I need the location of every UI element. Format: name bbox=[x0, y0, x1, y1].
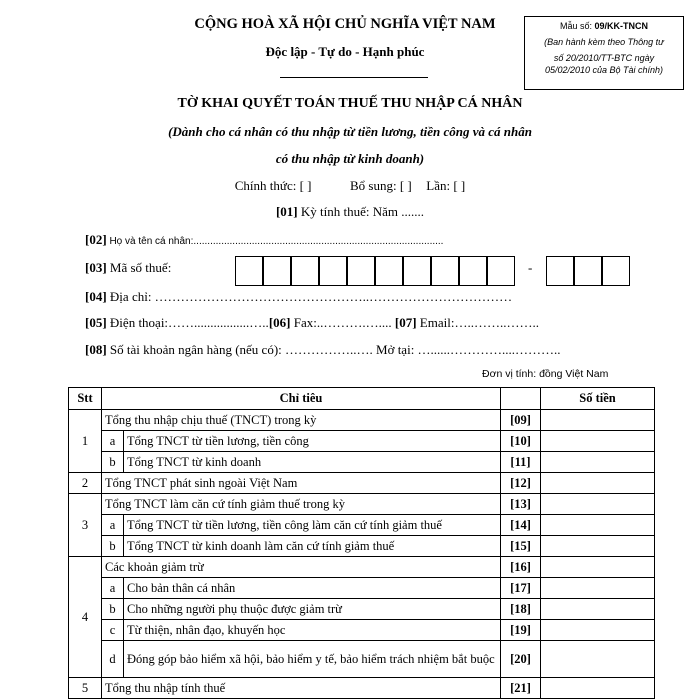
row-sub: b bbox=[102, 452, 124, 473]
row-code: [19] bbox=[501, 620, 541, 641]
row-text: Tổng TNCT từ tiền lương, tiền công bbox=[124, 431, 501, 452]
field-address[interactable] bbox=[85, 289, 512, 305]
tax-code-box[interactable] bbox=[347, 256, 375, 286]
table-row bbox=[69, 641, 655, 678]
table-row bbox=[69, 515, 655, 536]
amount-cell[interactable] bbox=[541, 578, 655, 599]
tax-period bbox=[0, 204, 700, 220]
row-text: Tổng thu nhập chịu thuế (TNCT) trong kỳ bbox=[102, 410, 501, 431]
tax-code-box[interactable] bbox=[403, 256, 431, 286]
tax-code-box[interactable] bbox=[459, 256, 487, 286]
field-full-name[interactable] bbox=[85, 232, 443, 248]
f05-code: [05] bbox=[85, 315, 107, 330]
row-code: [15] bbox=[501, 536, 541, 557]
period-code: [01] bbox=[275, 204, 298, 219]
form-number-box bbox=[524, 16, 684, 90]
amount-cell[interactable] bbox=[541, 599, 655, 620]
row-sub: a bbox=[102, 431, 124, 452]
row-sub: b bbox=[102, 599, 124, 620]
table-row bbox=[69, 473, 655, 494]
row-sub: b bbox=[102, 536, 124, 557]
table-row bbox=[69, 678, 655, 699]
table-row bbox=[69, 494, 655, 515]
f08-label: Số tài khoản ngân hàng (nếu có): ……………..…. Mở tại: …......…………....……….. bbox=[106, 342, 561, 357]
national-title: CỘNG HOÀ XÃ HỘI CHỦ NGHĨA VIỆT NAM bbox=[194, 16, 496, 32]
row-text: Tổng TNCT từ tiền lương, tiền công làm căn cứ tính giảm thuế bbox=[124, 515, 501, 536]
document-title: TỜ KHAI QUYẾT TOÁN THUẾ THU NHẬP CÁ NHÂN bbox=[177, 96, 523, 111]
row-text: Cho bản thân cá nhân bbox=[124, 578, 501, 599]
times-field[interactable]: Lần: [ ] bbox=[426, 178, 466, 193]
motto-underline bbox=[280, 77, 428, 78]
tax-code-dash: - bbox=[528, 260, 533, 275]
f07-code: [07] bbox=[394, 315, 417, 330]
row-text: Tổng thu nhập tính thuế bbox=[102, 678, 501, 699]
tax-code-box[interactable] bbox=[487, 256, 515, 286]
row-code: [09] bbox=[501, 410, 541, 431]
amount-cell[interactable] bbox=[541, 494, 655, 515]
f03-label: Mã số thuế: bbox=[106, 260, 172, 275]
document-subtitle-2: có thu nhập từ kinh doanh) bbox=[275, 151, 425, 166]
row-code: [17] bbox=[501, 578, 541, 599]
amount-cell[interactable] bbox=[541, 536, 655, 557]
table-row bbox=[69, 557, 655, 578]
row-code: [11] bbox=[501, 452, 541, 473]
row-text: Tổng TNCT từ kinh doanh bbox=[124, 452, 501, 473]
f02-label: Họ và tên cá nhân: bbox=[106, 236, 194, 247]
table-row bbox=[69, 578, 655, 599]
row-code: [21] bbox=[501, 678, 541, 699]
supplement-checkbox[interactable]: Bổ sung: [ ] bbox=[350, 178, 412, 193]
table-row bbox=[69, 599, 655, 620]
amount-cell[interactable] bbox=[541, 473, 655, 494]
field-bank-account[interactable] bbox=[85, 342, 561, 358]
row-sub: d bbox=[102, 641, 124, 678]
motto: Độc lập - Tự do - Hạnh phúc bbox=[265, 44, 425, 59]
table-row bbox=[69, 536, 655, 557]
tax-code-box[interactable] bbox=[319, 256, 347, 286]
row-stt: 1 bbox=[69, 410, 102, 473]
row-text: Tổng TNCT phát sinh ngoài Việt Nam bbox=[102, 473, 501, 494]
tax-code-suffix-box[interactable] bbox=[546, 256, 574, 286]
header-amount: Số tiền bbox=[541, 388, 655, 410]
header-stt: Stt bbox=[69, 388, 102, 410]
tax-code-box[interactable] bbox=[291, 256, 319, 286]
tax-code-suffix-box[interactable] bbox=[574, 256, 602, 286]
f04-label: Địa chỉ: …………………………………………..…………………………… bbox=[106, 289, 513, 304]
tax-code-box[interactable] bbox=[431, 256, 459, 286]
official-checkbox[interactable]: Chính thức: [ ] bbox=[234, 178, 312, 193]
row-code: [14] bbox=[501, 515, 541, 536]
amount-cell[interactable] bbox=[541, 452, 655, 473]
amount-cell[interactable] bbox=[541, 557, 655, 578]
tax-code-suffix-box[interactable] bbox=[602, 256, 630, 286]
row-stt: 5 bbox=[69, 678, 102, 699]
row-code: [10] bbox=[501, 431, 541, 452]
amount-cell[interactable] bbox=[541, 678, 655, 699]
form-number-label: Mẫu số: bbox=[559, 21, 592, 31]
field-contact bbox=[85, 315, 539, 331]
form-issued-3: 05/02/2010 của Bộ Tài chính) bbox=[544, 65, 664, 75]
header-criteria: Chỉ tiêu bbox=[102, 388, 501, 410]
f08-code: [08] bbox=[85, 342, 107, 357]
row-text: Từ thiện, nhân đạo, khuyến học bbox=[124, 620, 501, 641]
table-row bbox=[69, 452, 655, 473]
row-text: Tổng TNCT làm căn cứ tính giảm thuế trong kỳ bbox=[102, 494, 501, 515]
table-header-row bbox=[69, 388, 655, 410]
document-subtitle-1: (Dành cho cá nhân có thu nhập từ tiền lương, tiền công và cá nhân bbox=[168, 124, 532, 139]
row-stt: 2 bbox=[69, 473, 102, 494]
table-row bbox=[69, 410, 655, 431]
period-label[interactable]: Kỳ tính thuế: Năm ....... bbox=[297, 204, 425, 219]
tax-code-box[interactable] bbox=[375, 256, 403, 286]
form-issued-2: số 20/2010/TT-BTC ngày bbox=[553, 53, 655, 63]
form-issued-1: (Ban hành kèm theo Thông tư bbox=[544, 37, 664, 47]
amount-cell[interactable] bbox=[541, 410, 655, 431]
row-sub: c bbox=[102, 620, 124, 641]
row-stt: 4 bbox=[69, 557, 102, 678]
table-row bbox=[69, 431, 655, 452]
declaration-status bbox=[0, 178, 700, 194]
f02-dots: .......................................................................................... bbox=[193, 236, 444, 247]
tax-code-box[interactable] bbox=[235, 256, 263, 286]
header-code bbox=[501, 388, 541, 410]
row-text: Đóng góp bảo hiểm xã hội, bảo hiểm y tế, bảo hiểm trách nhiệm bắt buộc bbox=[124, 641, 501, 678]
row-text: Cho những người phụ thuộc được giảm trừ bbox=[124, 599, 501, 620]
row-text: Tổng TNCT từ kinh doanh làm căn cứ tính giảm thuế bbox=[124, 536, 501, 557]
amount-cell[interactable] bbox=[541, 641, 655, 678]
field-tax-code bbox=[85, 260, 171, 276]
row-code: [20] bbox=[501, 641, 541, 678]
f04-code: [04] bbox=[85, 289, 107, 304]
row-code: [13] bbox=[501, 494, 541, 515]
tax-code-box[interactable] bbox=[263, 256, 291, 286]
row-code: [12] bbox=[501, 473, 541, 494]
email-field[interactable]: Email:…..……..…….. bbox=[416, 315, 539, 330]
amount-cell[interactable] bbox=[541, 620, 655, 641]
f06-code: [06] bbox=[268, 315, 291, 330]
table-row bbox=[69, 620, 655, 641]
form-number: 09/KK-TNCN bbox=[594, 21, 649, 31]
row-code: [16] bbox=[501, 557, 541, 578]
amount-cell[interactable] bbox=[541, 515, 655, 536]
f03-code: [03] bbox=[85, 260, 107, 275]
currency-unit: Đơn vị tính: đồng Việt Nam bbox=[482, 368, 609, 380]
row-code: [18] bbox=[501, 599, 541, 620]
f02-code: [02] bbox=[85, 232, 107, 247]
tax-items-table bbox=[68, 387, 655, 699]
phone-field[interactable]: Điện thoại:…….................….. bbox=[106, 315, 269, 330]
row-stt: 3 bbox=[69, 494, 102, 557]
form-number-line bbox=[525, 20, 683, 32]
row-sub: a bbox=[102, 515, 124, 536]
fax-field[interactable]: Fax:..……….….... bbox=[290, 315, 392, 330]
row-sub: a bbox=[102, 578, 124, 599]
amount-cell[interactable] bbox=[541, 431, 655, 452]
row-text: Các khoản giảm trừ bbox=[102, 557, 501, 578]
